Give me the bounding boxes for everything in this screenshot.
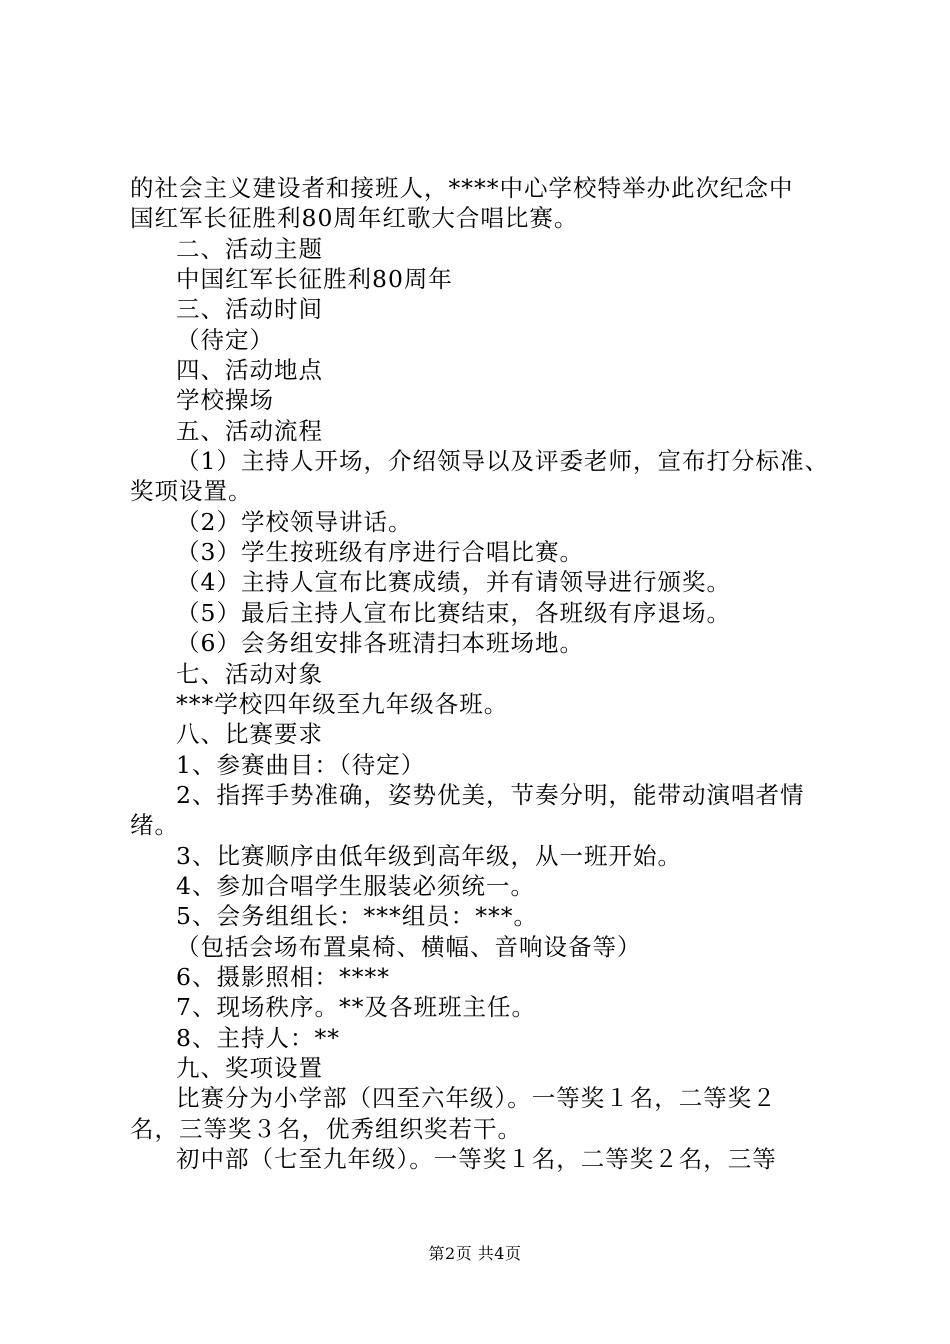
text-line: 二、活动主题 (176, 234, 323, 263)
text-line: 6、摄影照相：**** (176, 962, 390, 991)
text-line: （2）学校领导讲话。 (176, 507, 413, 536)
text-line: 2、指挥手势准确，姿势优美，节奏分明，能带动演唱者情 (176, 780, 805, 809)
text-line: 五、活动流程 (176, 416, 323, 445)
text-line: 国红军长征胜利80周年红歌大合唱比赛。 (130, 204, 579, 233)
text-line: 八、比赛要求 (176, 720, 323, 749)
page-footer: 第2页 共4页 (428, 1244, 522, 1263)
text-line: 奖项设置。 (130, 477, 253, 506)
text-line: 8、主持人：** (176, 1023, 340, 1052)
text-line: （4）主持人宣布比赛成绩，并有请领导进行颁奖。 (176, 568, 731, 597)
text-line: 学校操场 (176, 386, 274, 415)
text-line: 七、活动对象 (176, 659, 323, 688)
text-line: 1、参赛曲目：（待定） (176, 750, 426, 779)
text-line: 四、活动地点 (176, 356, 323, 385)
text-line: （包括会场布置桌椅、横幅、音响设备等） (176, 932, 642, 961)
text-line: （3）学生按班级有序进行合唱比赛。 (176, 538, 584, 567)
text-line: 7、现场秩序。**及各班班主任。 (176, 993, 536, 1022)
text-line: 初中部（七至九年级）。一等奖１名，二等奖２名，三等 (176, 1145, 777, 1173)
text-line: 中国红军长征胜利80周年 (176, 265, 453, 294)
text-line: （1）主持人开场，介绍领导以及评委老师，宣布打分标准、 (176, 447, 829, 476)
text-line: （6）会务组安排各班清扫本班场地。 (176, 629, 584, 658)
text-line: 4、参加合唱学生服装必须统一。 (176, 871, 535, 900)
text-line: （待定） (176, 325, 274, 354)
text-line: 名，三等奖３名，优秀组织奖若干。 (130, 1114, 522, 1143)
document-body (130, 173, 842, 1174)
text-line: 绪。 (130, 811, 179, 840)
text-line: ***学校四年级至九年级各班。 (176, 689, 509, 718)
text-line: 比赛分为小学部（四至六年级）。一等奖１名，二等奖２ (176, 1084, 777, 1113)
text-line: 3、比赛顺序由低年级到高年级，从一班开始。 (176, 841, 682, 870)
text-line: （5）最后主持人宣布比赛结束，各班级有序退场。 (176, 598, 731, 627)
text-line: 的社会主义建设者和接班人，****中心学校特举办此次纪念中 (130, 174, 794, 202)
text-line: 三、活动时间 (176, 295, 323, 324)
text-line: 5、会务组组长：***组员：***。 (176, 902, 538, 931)
text-line: 九、奖项设置 (176, 1053, 323, 1082)
